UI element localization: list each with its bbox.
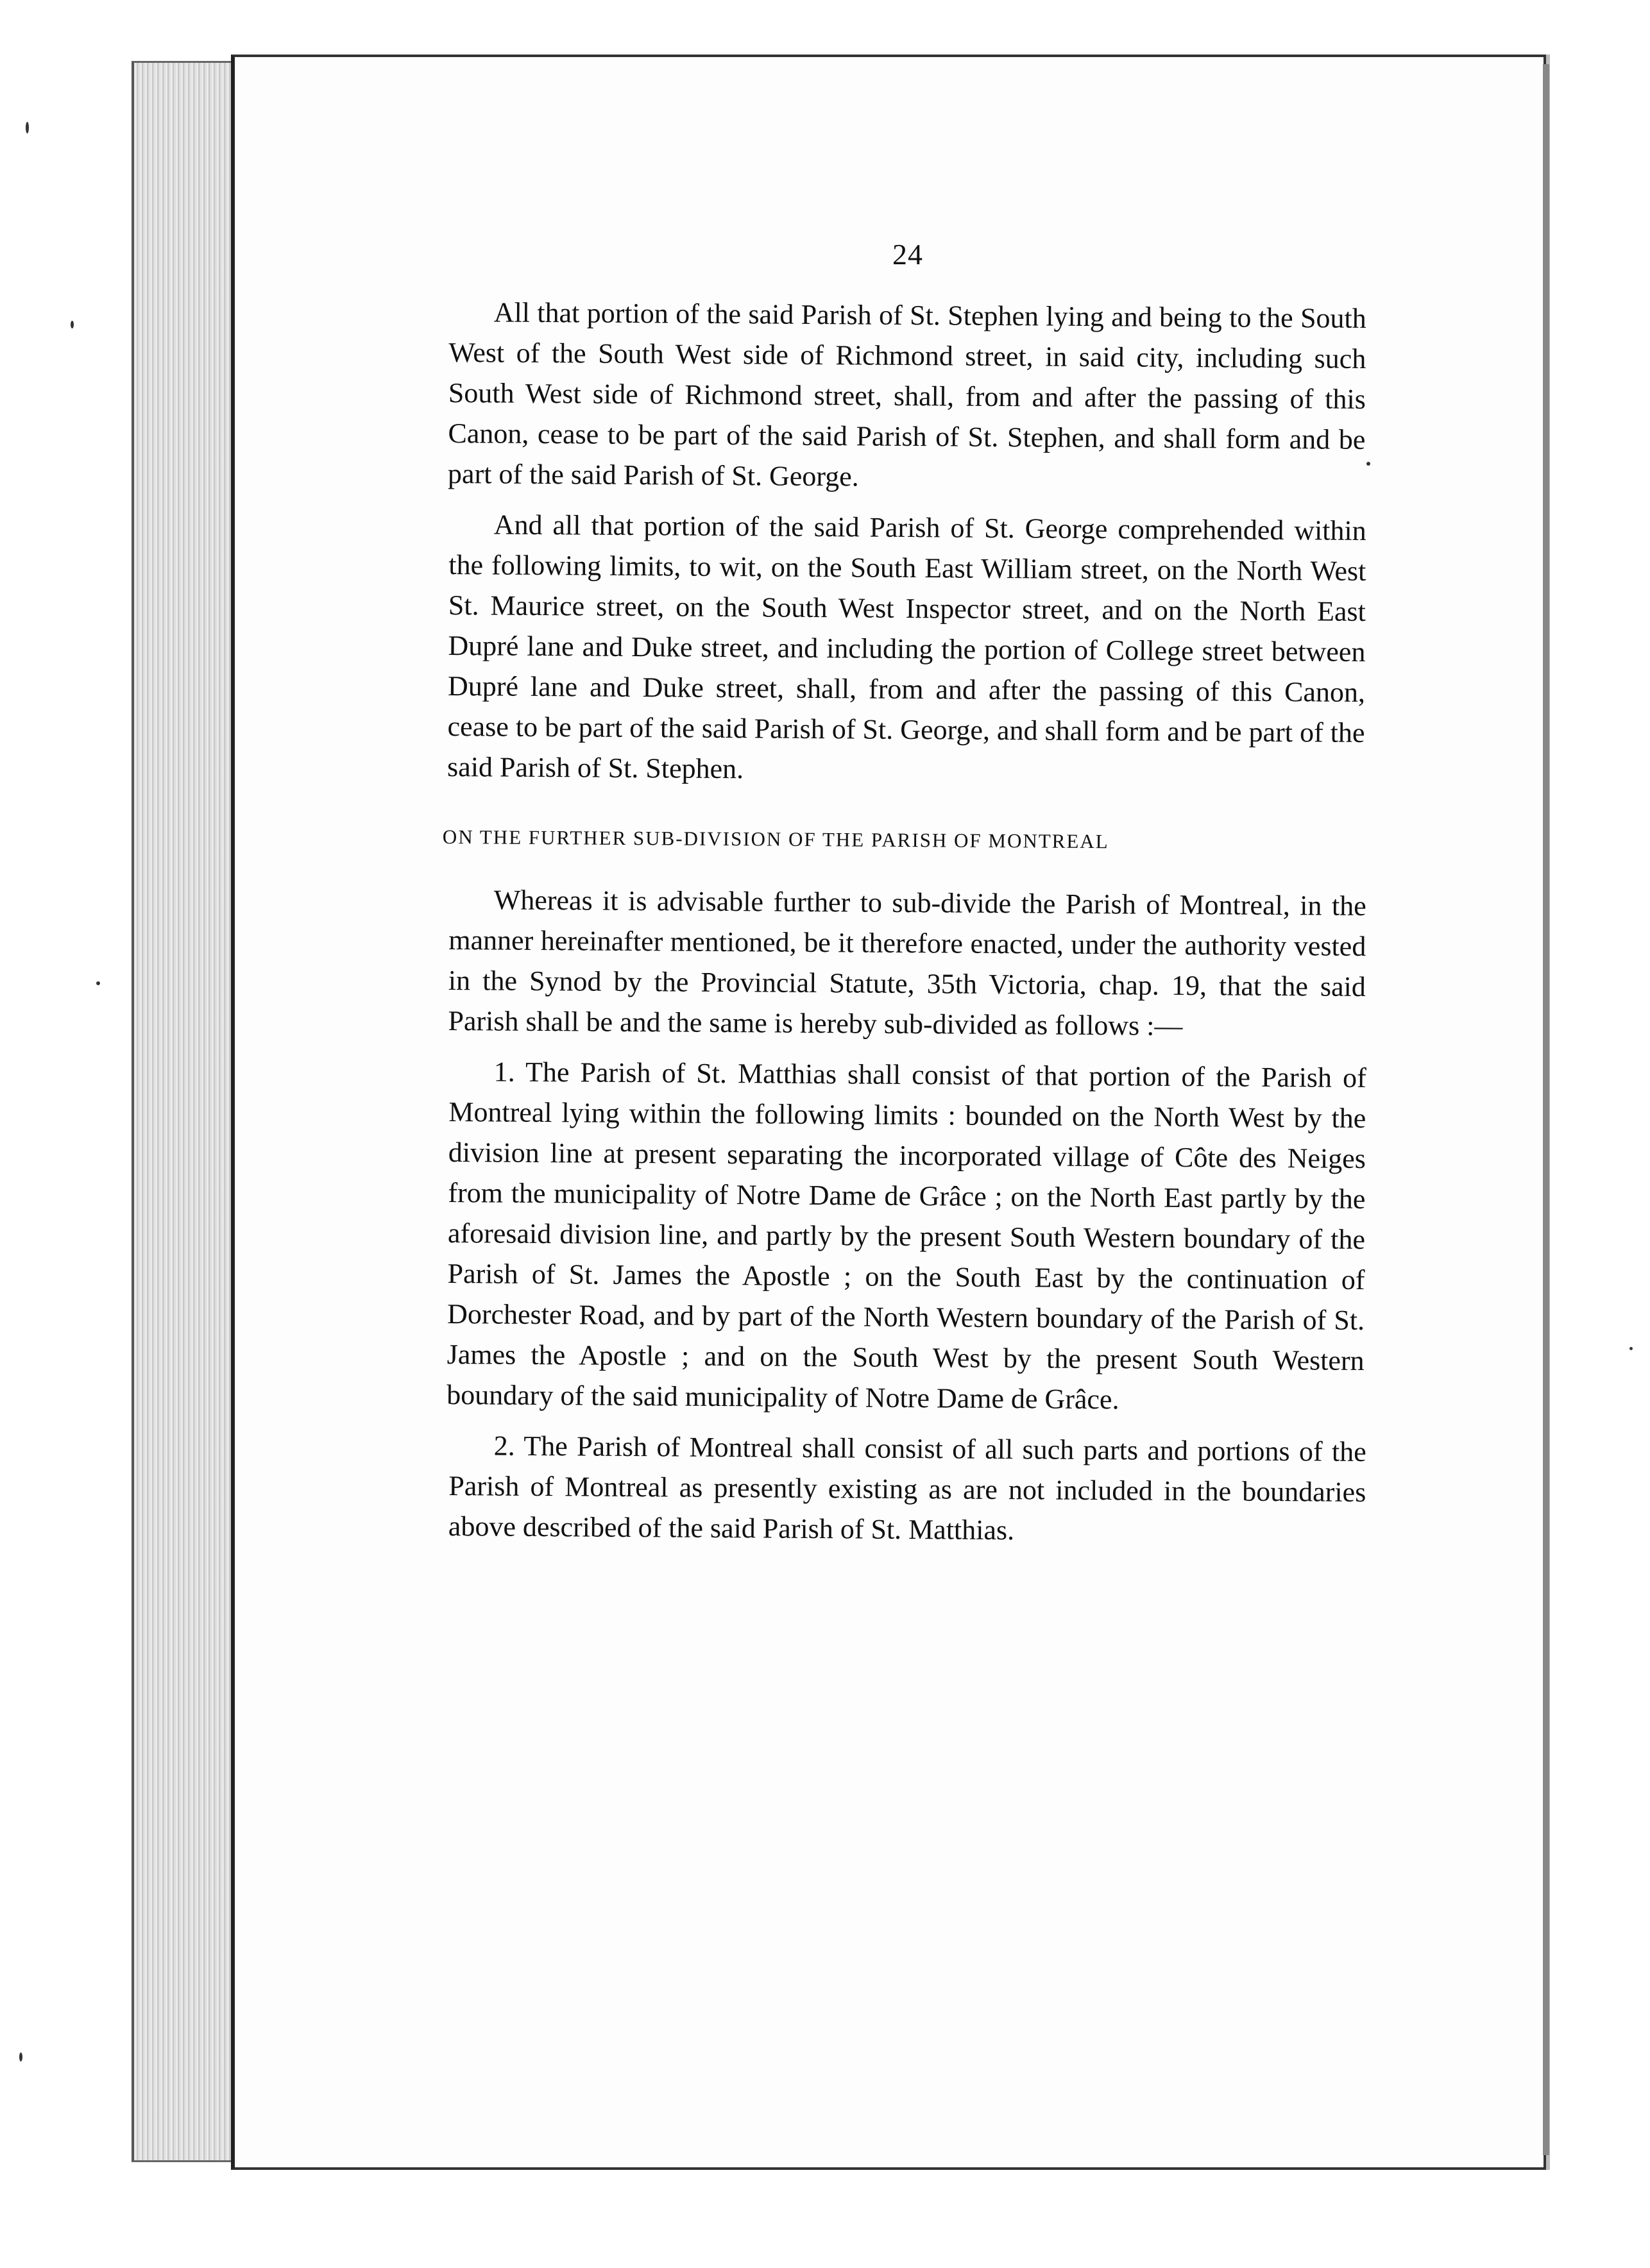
page-content xyxy=(442,237,1366,1557)
paragraph-item-1-st-matthias: 1. The Parish of St. Matthias shall consist of that portion of the Parish of Montreal lying within the following limits : bounded on the North West by the division line at present separating the incorporated village of Côte des Neiges from the municipality of Notre Dame de Grâce ; on the North East partly by the aforesaid division line, and partly by the present South Western boundary of the Parish of St. James the Apostle ; on the South East by the continuation of Dorchester Road, and by part of the North Western boundary of the Parish of St. James the Apostle ; and on the South West by the present South Western boundary of the said municipality of Notre Dame de Grâce. xyxy=(447,1056,1366,1416)
section-heading: ON THE FURTHER SUB-DIVISION OF THE PARISH OF MONTREAL xyxy=(442,825,1109,853)
paragraph-st-george-portion: And all that portion of the said Parish of St. George comprehended within the following limits, to wit, on the South East William street, on the North West St. Maurice street, on the South West Inspector street, and on the North East Dupré lane and Duke street, and including the portion of College street between Dupré lane and Duke street, shall, from and after the passing of this Canon, cease to be part of the said Parish of St. George, and shall form and be part of the said Parish of St. Stephen. xyxy=(447,509,1366,785)
paragraph-st-stephen-portion: All that portion of the said Parish of St. Stephen lying and being to the South West of the South West side of Richmond street, in said city, including such South West side of Richmond street, shall, from and after the passing of this Canon, cease to be part of the said Parish of St. Stephen, and shall form and be part of the said Parish of St. George. xyxy=(447,296,1366,493)
paragraph-item-2-parish-of-montreal: 2. The Parish of Montreal shall consist of all such parts and portions of the Parish of Montreal as presently existing as are not included in the boundaries above described of the said Parish of St. Matthias. xyxy=(448,1430,1366,1546)
page-right-edge xyxy=(1543,64,1549,2155)
paragraph-whereas: Whereas it is advisable further to sub-divide the Parish of Montreal, in the manner hereinafter mentioned, be it therefore enacted, under the authority vested in the Synod by the Provincial Statute, 35th Victoria, chap. 19, that the said Parish shall be and the same is hereby sub-divided as follows :— xyxy=(448,884,1366,1042)
book-page-edges xyxy=(132,61,237,2162)
page-number: 24 xyxy=(892,238,923,271)
